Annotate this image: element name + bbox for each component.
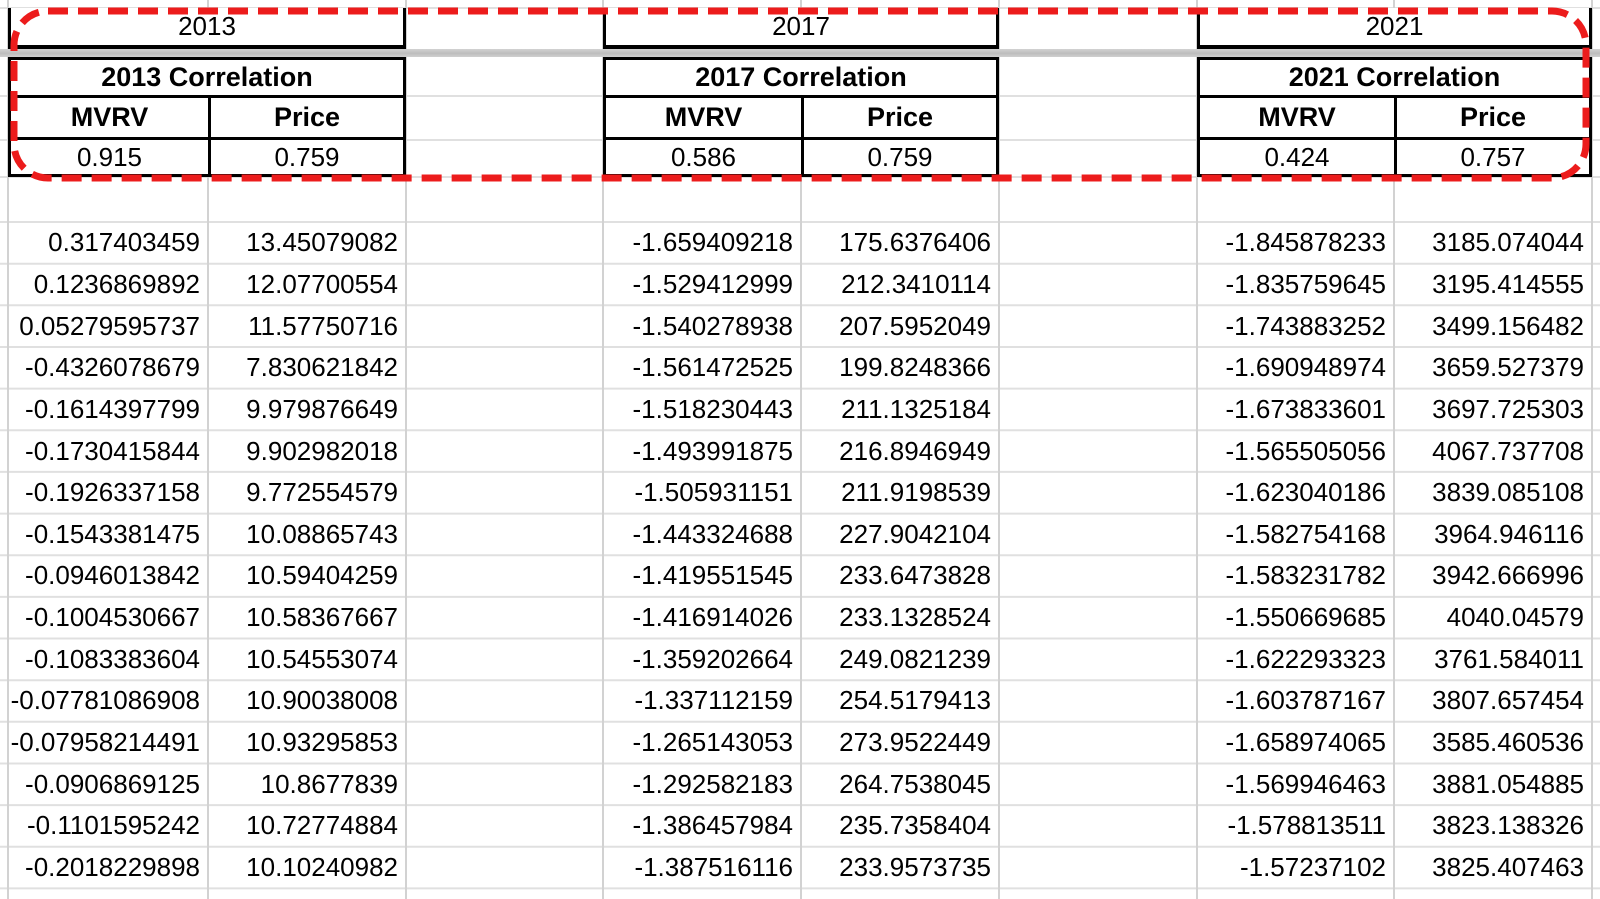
table-row	[0, 389, 1600, 431]
cell-2021-price[interactable]: 4040.04579	[1446, 602, 1584, 633]
year-header-cell[interactable]	[1197, 8, 1592, 49]
cell-2021-price[interactable]: 3964.946116	[1434, 518, 1584, 549]
cell-2013-price[interactable]: 10.58367667	[246, 602, 398, 633]
cell-2017-mvrv[interactable]: -1.443324688	[632, 518, 793, 549]
cell-2013-mvrv[interactable]: -0.1614397799	[25, 393, 200, 424]
cell-2021-mvrv[interactable]: -1.623040186	[1225, 477, 1386, 508]
cell-2017-price[interactable]: 233.1328524	[839, 602, 991, 633]
cell-2021-price[interactable]: 3825.407463	[1432, 851, 1584, 882]
cell-2013-price[interactable]: 10.54553074	[246, 643, 398, 674]
mvrv-header-cell[interactable]: MVRV	[1258, 102, 1336, 132]
price-correlation-value[interactable]: 0.759	[208, 140, 403, 174]
cell-2017-price[interactable]: 216.8946949	[839, 435, 991, 466]
table-row	[0, 513, 1600, 555]
cell-2013-mvrv[interactable]: -0.1730415844	[25, 435, 200, 466]
table-row	[0, 680, 1600, 722]
cell-2021-price[interactable]: 3807.657454	[1432, 685, 1584, 716]
year-label: 2013	[178, 11, 236, 41]
cell-2013-price[interactable]: 10.8677839	[260, 768, 398, 799]
table-row	[0, 805, 1600, 847]
cell-2017-mvrv[interactable]: -1.387516116	[634, 851, 793, 882]
cell-2017-mvrv[interactable]: -1.416914026	[632, 602, 793, 633]
price-header-cell[interactable]: Price	[801, 98, 996, 137]
cell-2017-price[interactable]: 207.5952049	[839, 310, 991, 341]
cell-2021-mvrv[interactable]: -1.582754168	[1225, 518, 1386, 549]
frozen-pane-divider	[0, 49, 1600, 57]
cell-2017-mvrv[interactable]: -1.561472525	[632, 352, 793, 383]
year-label: 2021	[1365, 11, 1424, 41]
cell-2017-price[interactable]: 211.1325184	[841, 393, 991, 424]
cell-2013-mvrv[interactable]: -0.0946013842	[25, 560, 200, 591]
table-row	[0, 555, 1600, 597]
cell-2013-mvrv[interactable]: -0.1926337158	[25, 477, 200, 508]
cell-2013-price[interactable]: 13.45079082	[246, 227, 398, 258]
cell-2013-mvrv[interactable]: -0.1083383604	[25, 643, 200, 674]
cell-2021-price[interactable]: 3761.584011	[1434, 643, 1584, 674]
cell-2017-mvrv[interactable]: -1.540278938	[632, 310, 793, 341]
mvrv-header-cell[interactable]: MVRV	[70, 102, 149, 132]
table-row	[0, 472, 1600, 514]
mvrv-correlation-value[interactable]: 0.424	[1264, 141, 1330, 172]
cell-2013-mvrv[interactable]: -0.07781086908	[10, 685, 200, 716]
table-row	[0, 305, 1600, 347]
cell-2013-price[interactable]: 11.57750716	[248, 310, 398, 341]
correlation-title[interactable]: 2021 Correlation	[1200, 60, 1589, 98]
cell-2017-mvrv[interactable]: -1.518230443	[632, 393, 793, 424]
cell-2021-price[interactable]: 3195.414555	[1432, 268, 1584, 299]
year-label: 2017	[772, 11, 830, 41]
price-correlation-value[interactable]: 0.757	[1394, 140, 1589, 174]
cell-2021-price[interactable]: 3942.666996	[1432, 560, 1584, 591]
cell-2013-price[interactable]: 7.830621842	[246, 352, 398, 383]
cell-2017-price[interactable]: 233.6473828	[839, 560, 991, 591]
cell-2017-price[interactable]: 233.9573735	[839, 851, 991, 882]
cell-2013-price[interactable]: 9.902982018	[246, 435, 398, 466]
cell-2021-mvrv[interactable]: -1.622293323	[1225, 643, 1386, 674]
table-row	[0, 638, 1600, 680]
cell-2017-mvrv[interactable]: -1.292582183	[632, 768, 793, 799]
cell-2021-mvrv[interactable]: -1.57237102	[1239, 851, 1386, 882]
table-row	[0, 722, 1600, 764]
cell-2013-mvrv[interactable]: 0.1236869892	[33, 268, 200, 299]
correlation-title[interactable]: 2017 Correlation	[606, 60, 996, 98]
table-row	[0, 347, 1600, 389]
cell-2013-mvrv[interactable]: -0.1101595242	[26, 810, 200, 841]
data-table	[0, 222, 1600, 888]
cell-2017-mvrv[interactable]: -1.529412999	[632, 268, 793, 299]
table-row	[0, 430, 1600, 472]
mvrv-correlation-value[interactable]: 0.586	[670, 141, 737, 172]
cell-2013-price[interactable]: 12.07700554	[246, 268, 398, 299]
cell-2013-mvrv[interactable]: -0.1004530667	[25, 602, 200, 633]
cell-2021-mvrv[interactable]: -1.845878233	[1225, 227, 1386, 258]
cell-2021-price[interactable]: 3697.725303	[1432, 393, 1584, 424]
correlation-title[interactable]: 2013 Correlation	[11, 60, 403, 98]
cell-2017-mvrv[interactable]: -1.505931151	[634, 477, 793, 508]
cell-2021-mvrv[interactable]: -1.658974065	[1225, 727, 1386, 757]
cell-2013-price[interactable]: 10.72774884	[246, 810, 398, 841]
year-header-cell[interactable]	[603, 8, 999, 49]
cell-2017-mvrv[interactable]: -1.659409218	[632, 227, 793, 258]
cell-2021-price[interactable]: 3823.138326	[1432, 810, 1584, 841]
cell-2013-price[interactable]: 10.93295853	[246, 727, 398, 757]
correlation-block	[1197, 57, 1592, 177]
cell-2017-mvrv[interactable]: -1.419551545	[632, 560, 793, 591]
correlation-block	[8, 57, 406, 177]
cell-2021-mvrv[interactable]: -1.673833601	[1225, 393, 1386, 424]
cell-2013-price[interactable]: 10.08865743	[246, 518, 398, 549]
cell-2021-price[interactable]: 3185.074044	[1432, 227, 1584, 258]
cell-2021-mvrv[interactable]: -1.835759645	[1225, 268, 1386, 299]
cell-2013-mvrv[interactable]: -0.2018229898	[25, 851, 200, 882]
mvrv-header-cell[interactable]: MVRV	[664, 102, 743, 132]
cell-2021-mvrv[interactable]: -1.569946463	[1225, 768, 1386, 799]
price-correlation-value[interactable]: 0.759	[801, 140, 996, 174]
cell-2021-price[interactable]: 3839.085108	[1432, 477, 1584, 508]
price-header-cell[interactable]: Price	[1394, 98, 1589, 137]
cell-2013-mvrv[interactable]: -0.4326078679	[25, 352, 200, 383]
cell-2021-mvrv[interactable]: -1.550669685	[1225, 602, 1386, 633]
correlation-block	[603, 57, 999, 177]
cell-2021-mvrv[interactable]: -1.743883252	[1225, 310, 1386, 341]
cell-2013-mvrv[interactable]: -0.07958214491	[10, 727, 200, 757]
cell-2021-mvrv[interactable]: -1.565505056	[1225, 435, 1386, 466]
cell-2021-mvrv[interactable]: -1.603787167	[1225, 685, 1386, 716]
cell-2017-mvrv[interactable]: -1.337112159	[634, 685, 793, 716]
cell-2017-mvrv[interactable]: -1.386457984	[632, 810, 793, 841]
cell-2013-price[interactable]: 10.90038008	[246, 685, 398, 716]
cell-2017-price[interactable]: 273.9522449	[839, 727, 991, 757]
cell-2017-price[interactable]: 175.6376406	[839, 227, 991, 258]
mvrv-correlation-value[interactable]: 0.915	[76, 141, 143, 172]
cell-2017-price[interactable]: 212.3410114	[841, 268, 991, 299]
table-row	[0, 264, 1600, 306]
cell-2017-mvrv[interactable]: -1.265143053	[632, 727, 793, 757]
cell-2013-mvrv[interactable]: 0.05279595737	[19, 310, 200, 341]
cell-2021-mvrv[interactable]: -1.578813511	[1227, 810, 1386, 841]
cell-2021-price[interactable]: 3659.527379	[1432, 352, 1584, 383]
cell-2013-mvrv[interactable]: -0.1543381475	[25, 518, 200, 549]
cell-2021-price[interactable]: 3499.156482	[1432, 310, 1584, 341]
cell-2017-price[interactable]: 199.8248366	[839, 352, 991, 383]
cell-2013-mvrv[interactable]: -0.0906869125	[25, 768, 200, 799]
cell-2013-price[interactable]: 10.10240982	[246, 851, 398, 882]
table-row	[0, 222, 1600, 264]
cell-2013-price[interactable]: 10.59404259	[246, 560, 398, 591]
table-row	[0, 597, 1600, 639]
cell-2017-mvrv[interactable]: -1.493991875	[632, 435, 793, 466]
cell-2017-price[interactable]: 211.9198539	[841, 477, 991, 508]
price-header-cell[interactable]: Price	[208, 98, 403, 137]
cell-2017-price[interactable]: 254.5179413	[839, 685, 991, 716]
cell-2013-mvrv[interactable]: 0.317403459	[48, 227, 200, 258]
year-header-cell[interactable]	[8, 8, 406, 49]
cell-2021-price[interactable]: 3881.054885	[1432, 768, 1584, 799]
cell-2017-price[interactable]: 264.7538045	[839, 768, 991, 799]
table-row	[0, 763, 1600, 805]
cell-2017-mvrv[interactable]: -1.359202664	[632, 643, 793, 674]
cell-2021-price[interactable]: 3585.460536	[1432, 727, 1584, 757]
cell-2021-price[interactable]: 4067.737708	[1432, 435, 1584, 466]
cell-2021-mvrv[interactable]: -1.690948974	[1225, 352, 1386, 383]
cell-2017-price[interactable]: 235.7358404	[839, 810, 991, 841]
cell-2017-price[interactable]: 227.9042104	[839, 518, 991, 549]
cell-2013-price[interactable]: 9.979876649	[246, 393, 398, 424]
cell-2017-price[interactable]: 249.0821239	[839, 643, 991, 674]
cell-2021-mvrv[interactable]: -1.583231782	[1225, 560, 1386, 591]
table-row	[0, 847, 1600, 889]
cell-2013-price[interactable]: 9.772554579	[246, 477, 398, 508]
